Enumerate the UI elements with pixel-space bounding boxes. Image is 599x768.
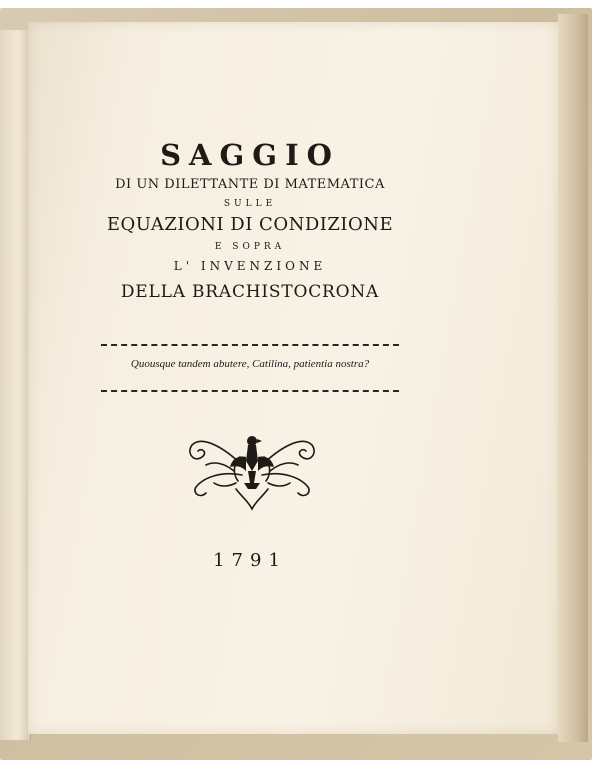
epigraph-quote: Quousque tandem abutere, Catilina, patientia nostra? (130, 358, 370, 370)
subtitle-invenzione: L' INVENZIONE (173, 259, 327, 273)
title-page (28, 22, 558, 734)
divider-rule-top (101, 344, 399, 346)
subtitle-equazioni: EQUAZIONI DI CONDIZIONE (106, 214, 394, 235)
title-saggio: SAGGIO (160, 138, 340, 172)
publication-year: 1791 (213, 550, 287, 571)
subtitle-e-sopra: E SOPRA (214, 242, 286, 252)
subtitle-dilettante: DI UN DILETTANTE DI MATEMATICA (115, 177, 385, 192)
subtitle-brachistocrona: DELLA BRACHISTOCRONA (120, 282, 380, 302)
subtitle-sulle: SULLE (223, 199, 277, 209)
divider-rule-bottom (101, 390, 399, 392)
eagle-vignette-icon (184, 427, 320, 511)
book-cover-edge (558, 14, 588, 742)
book-spine-page (0, 30, 31, 740)
